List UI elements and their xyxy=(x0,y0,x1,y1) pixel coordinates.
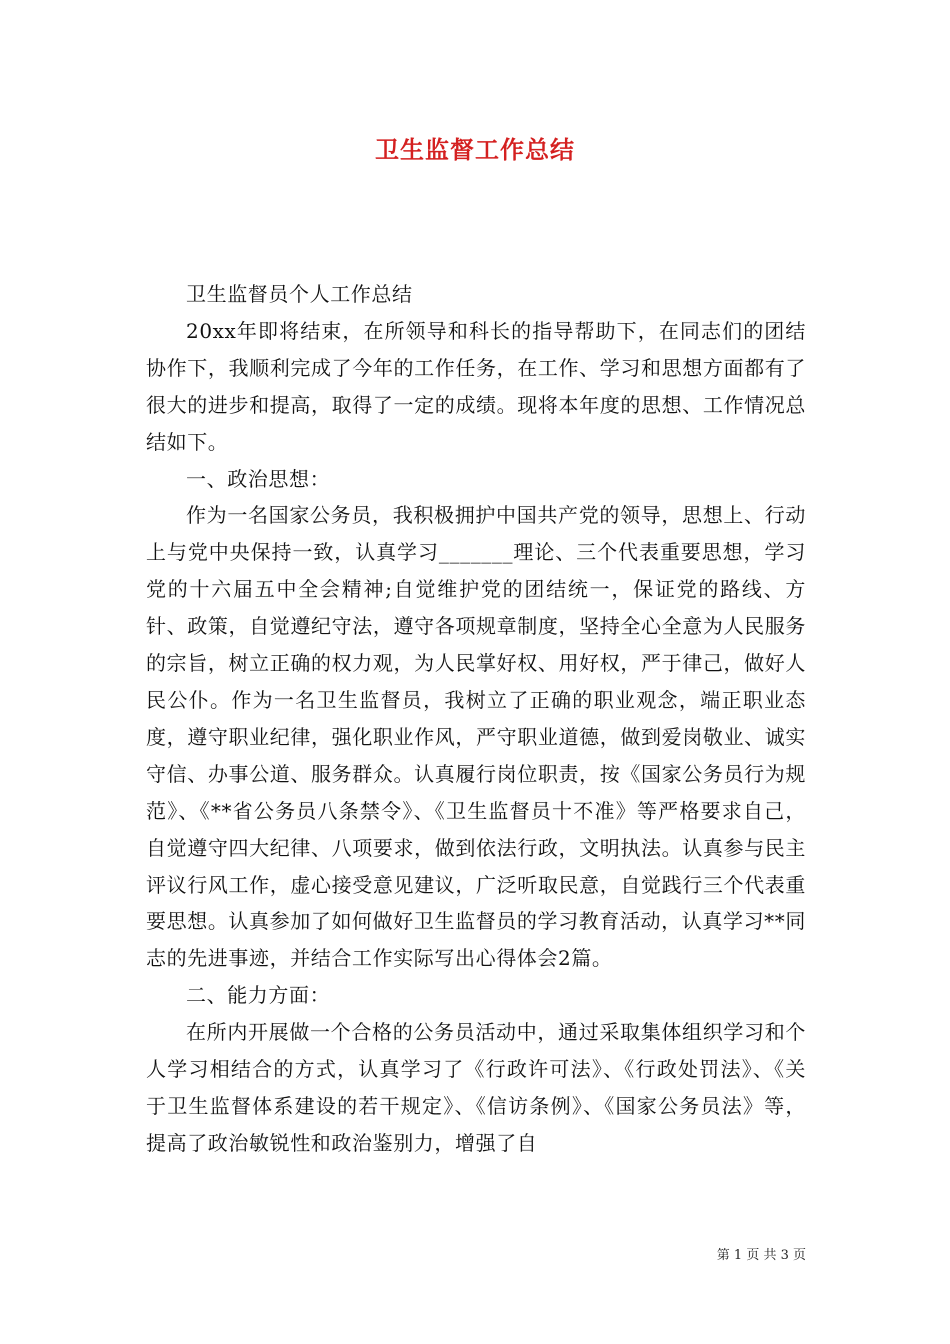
section-heading-ability: 二、能力方面： xyxy=(186,983,331,1008)
page-number: 第 1 页 共 3 页 xyxy=(716,1248,806,1263)
section-heading-political: 一、政治思想： xyxy=(186,466,331,491)
paragraph-subtitle: 卫生监督员个人工作总结 xyxy=(186,282,413,306)
paragraph-ability: 在所内开展做一个合格的公务员活动中，通过采取集体组织学习和个人学习相结合的方式，认真学习了《行政许可法》、《行政处罚法》、《关于卫生监督体系建设的若干规定》、《信访条例》、《国家公务员法》等，提高了政治敏锐性和政治鉴别力，增强了自 xyxy=(146,1020,806,1155)
document-title: 卫生监督工作总结 xyxy=(375,135,575,164)
document-body xyxy=(146,276,806,1162)
paragraph-political: 作为一名国家公务员，我积极拥护中国共产党的领导，思想上、行动上与党中央保持一致，认真学习_______理论、三个代表重要思想，学习党的十六届五中全会精神;自觉维护党的团结统一，保证党的路线、方针、政策，自觉遵纪守法，遵守各项规章制度，坚持全心全意为人民服务的宗旨，树立正确的权力观，为人民掌好权、用好权，严于律己，做好人民公仆。作为一名卫生监督员，我树立了正确的职业观念，端正职业态度，遵守职业纪律，强化职业作风，严守职业道德，做到爱岗敬业、诚实守信、办事公道、服务群众。认真履行岗位职责，按《国家公务员行为规范》、《**省公务员八条禁令》、《卫生监督员十不准》等严格要求自己，自觉遵守四大纪律、八项要求，做到依法行政，文明执法。认真参与民主评议行风工作，虚心接受意见建议，广泛听取民意，自觉践行三个代表重要思想。认真参加了如何做好卫生监督员的学习教育活动，认真学习**同志的先进事迹，并结合工作实际写出心得体会2篇。 xyxy=(146,503,806,971)
paragraph-intro: 20xx年即将结束，在所领导和科长的指导帮助下，在同志们的团结协作下，我顺利完成了今年的工作任务，在工作、学习和思想方面都有了很大的进步和提高，取得了一定的成绩。现将本年度的思想、工作情况总结如下。 xyxy=(146,318,806,454)
